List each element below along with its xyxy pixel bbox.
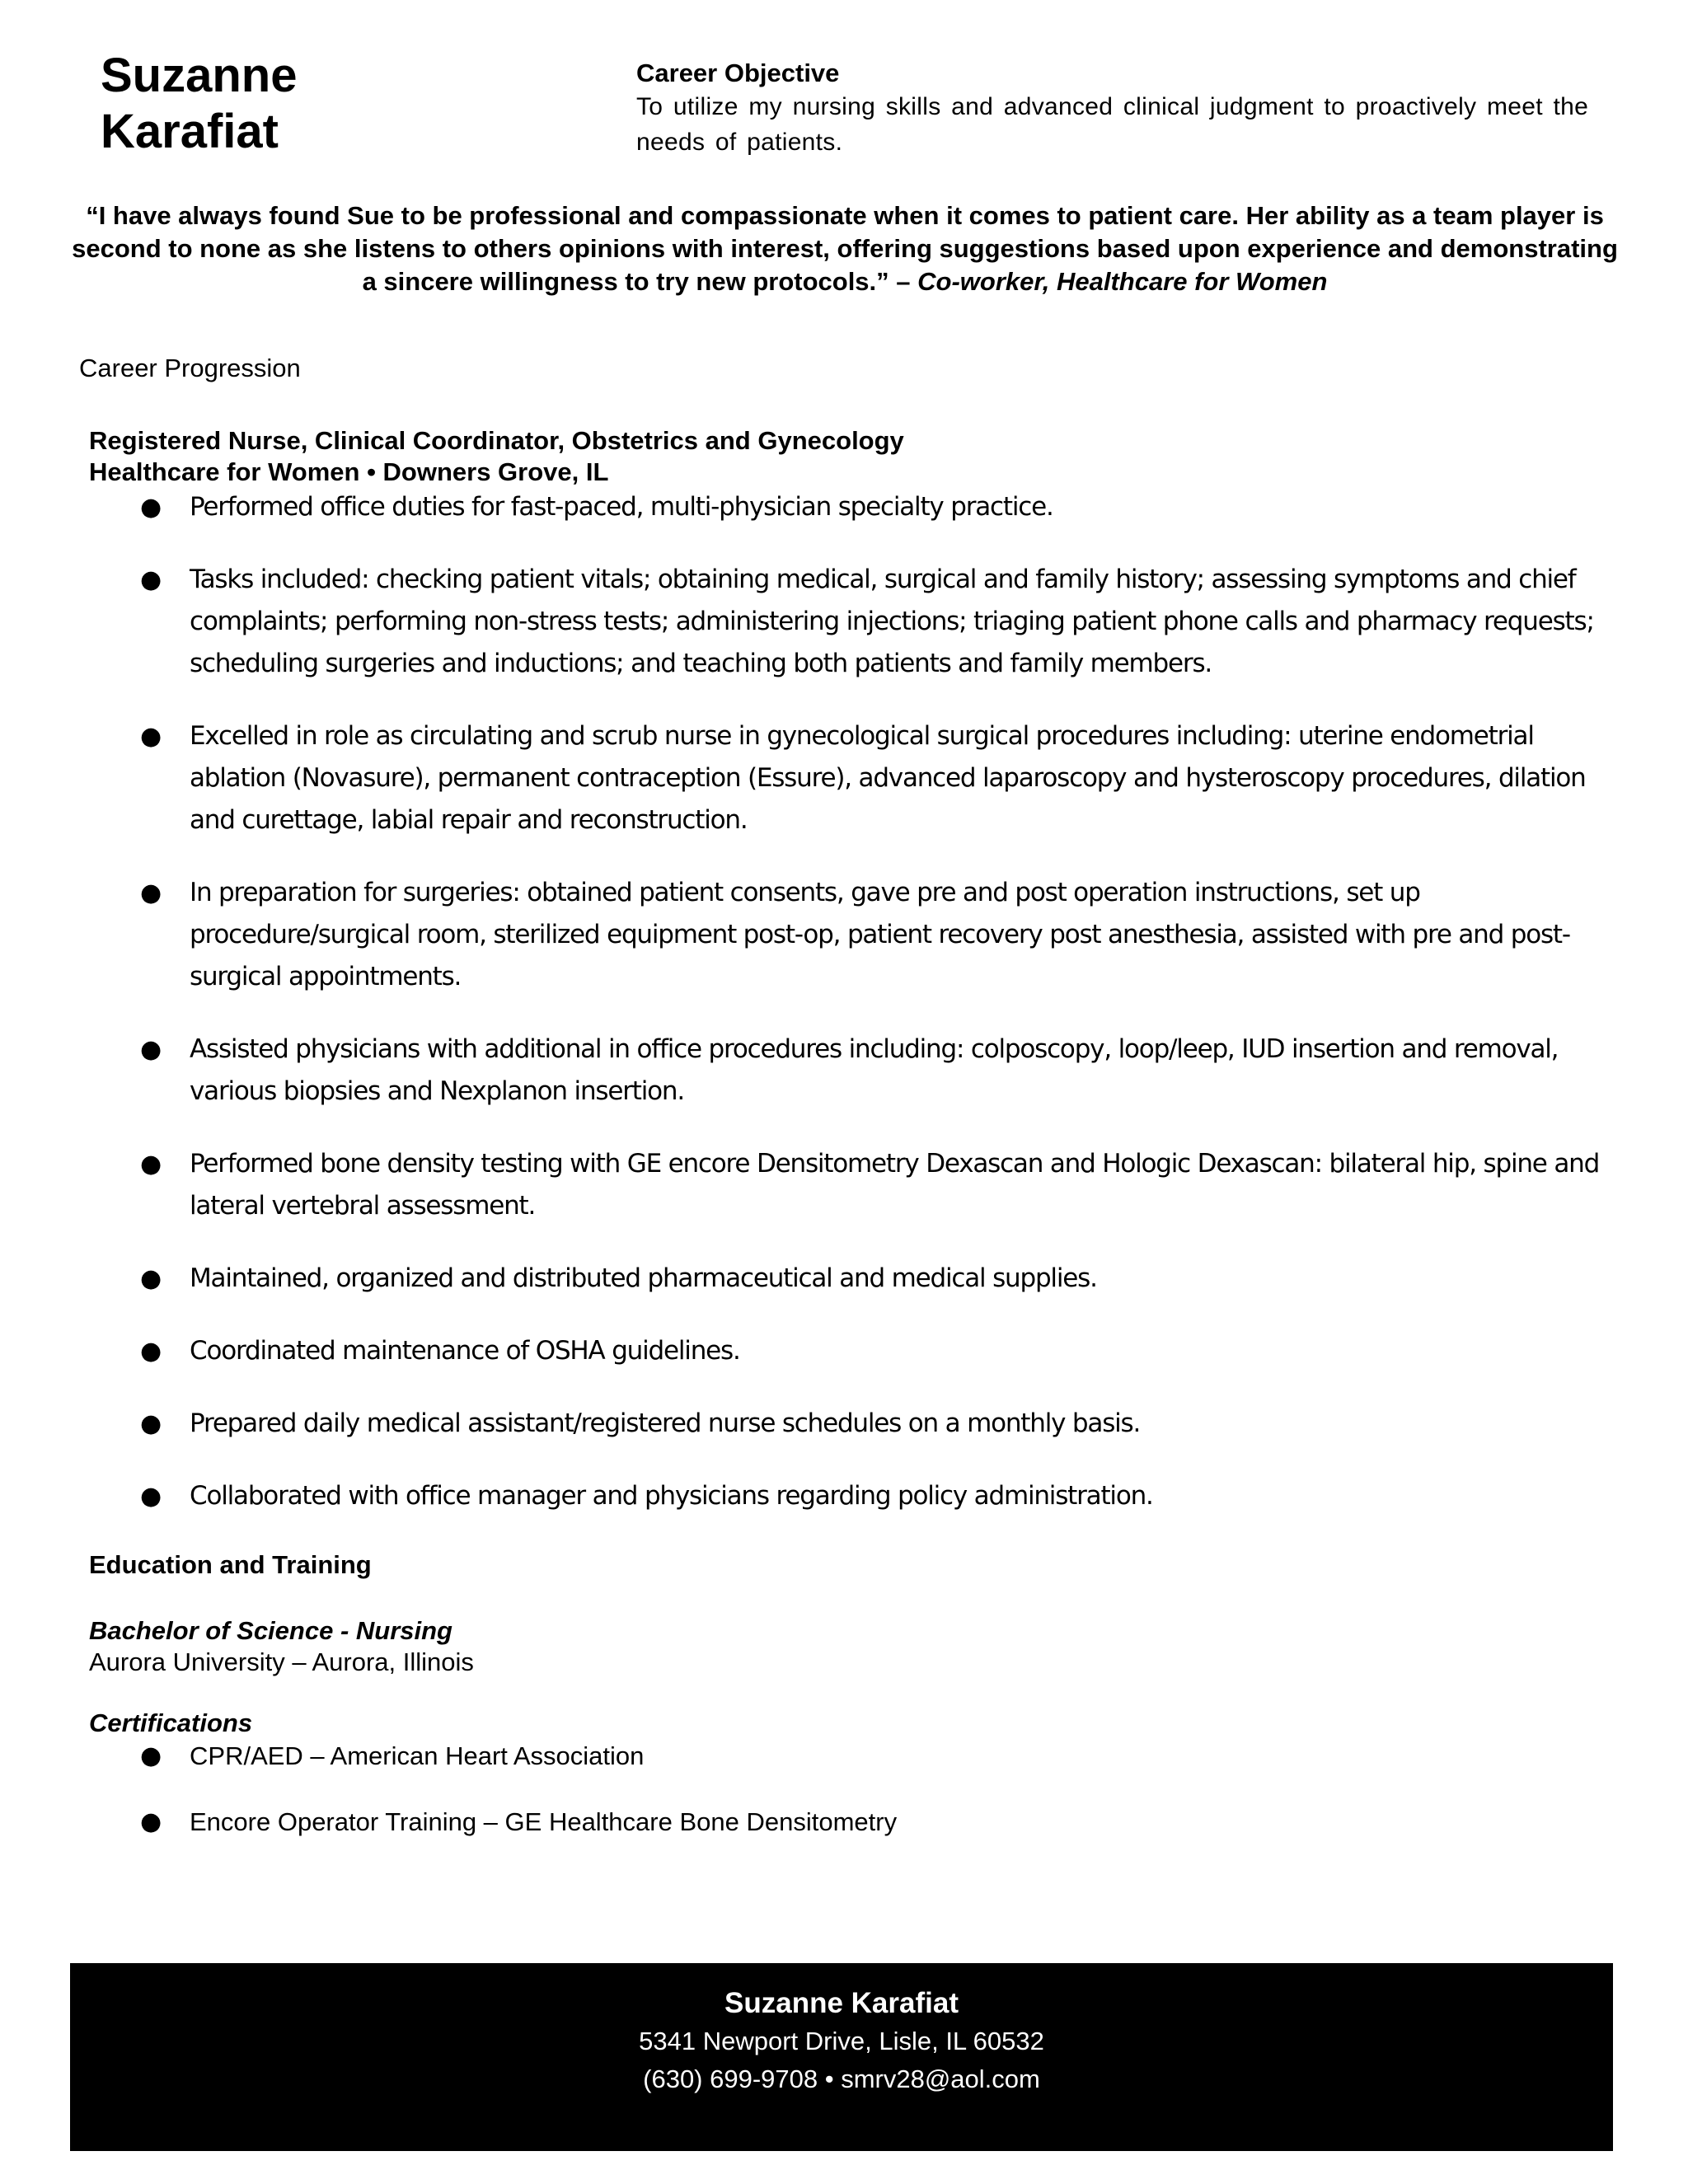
bullet-icon: ● <box>140 1035 161 1064</box>
footer-contact: (630) 699-9708 • smrv28@aol.com <box>643 2064 1040 2093</box>
quote-attribution: Co-worker, Healthcare for Women <box>917 267 1328 296</box>
list-item <box>89 1143 1622 1227</box>
list-item <box>89 1029 1622 1113</box>
bullet-icon: ● <box>140 1264 161 1293</box>
bullet-icon: ● <box>140 1482 161 1511</box>
duty-text: Tasks included: checking patient vitals; obtaining medical, surgical and family history; assessing symptoms and chief complaints; performing non-stress tests; administering injections; triaging patient phone calls and pharmacy requests; scheduling surgeries and inductions; and teaching both patients and family members. <box>190 565 1594 678</box>
certification-text: Encore Operator Training – GE Healthcare Bone Densitometry <box>190 1807 898 1836</box>
certification-text: CPR/AED – American Heart Association <box>190 1741 645 1770</box>
list-item <box>89 1330 1622 1372</box>
degree-title: Bachelor of Science - Nursing <box>89 1616 452 1645</box>
bullet-icon: ● <box>140 1409 161 1438</box>
job-header <box>89 425 1573 488</box>
list-item <box>89 1475 1622 1517</box>
duty-text: Performed office duties for fast-paced, multi-physician specialty practice. <box>190 492 1053 522</box>
duty-text: Maintained, organized and distributed pharmaceutical and medical supplies. <box>190 1263 1097 1293</box>
bullet-icon: ● <box>140 1337 161 1366</box>
duty-text: Assisted physicians with additional in office procedures including: colposcopy, loop/leep, IUD insertion and removal, various biopsies and Nexplanon insertion. <box>190 1034 1559 1106</box>
certifications-heading: Certifications <box>89 1708 253 1737</box>
duty-text: Prepared daily medical assistant/registered nurse schedules on a monthly basis. <box>190 1408 1141 1438</box>
footer-address: 5341 Newport Drive, Lisle, IL 60532 <box>639 2027 1044 2055</box>
job-title: Registered Nurse, Clinical Coordinator, Obstetrics and Gynecology <box>89 426 904 455</box>
school-name: Aurora University – Aurora, Illinois <box>89 1647 474 1676</box>
first-name: Suzanne <box>101 49 298 102</box>
bullet-icon: ● <box>140 722 161 751</box>
duty-text: In preparation for surgeries: obtained patient consents, gave pre and post operation instructions, set up procedure/surgical room, sterilized equipment post-op, patient recovery post anesthesia, assisted with pre and post-surgical appointments. <box>190 878 1570 991</box>
bullet-icon: ● <box>140 1807 162 1836</box>
duty-text: Coordinated maintenance of OSHA guidelines. <box>190 1336 740 1366</box>
employer: Healthcare for Women • Downers Grove, IL <box>89 457 609 486</box>
list-item <box>89 872 1622 998</box>
duty-text: Collaborated with office manager and physicians regarding policy administration. <box>190 1481 1153 1511</box>
list-item <box>89 1403 1622 1445</box>
objective-text: To utilize my nursing skills and advanced clinical judgment to proactively meet the needs of patients. <box>636 93 1589 156</box>
list-item <box>89 1807 1573 1838</box>
degree-block <box>89 1615 474 1678</box>
career-progression-heading: Career Progression <box>79 354 301 382</box>
list-item <box>89 486 1622 528</box>
certifications-list <box>89 1741 1573 1872</box>
testimonial-quote <box>66 199 1624 298</box>
bullet-icon: ● <box>140 1741 162 1770</box>
duty-text: Performed bone density testing with GE encore Densitometry Dexascan and Hologic Dexascan: bilateral hip, spine and lateral vertebral assessment. <box>190 1149 1600 1221</box>
footer-name: Suzanne Karafiat <box>724 1987 959 2019</box>
quote-text: “I have always found Sue to be professional and compassionate when it comes to patient care. Her ability as a team player is second to none as she listens to others opinions with interest, offering suggestions based upon experience and demonstrating a sincere willingness to try new protocols.” – <box>72 201 1618 296</box>
contact-footer <box>70 1963 1613 2151</box>
duties-list <box>89 486 1622 1548</box>
objective-heading: Career Objective <box>636 59 840 87</box>
bullet-icon: ● <box>140 1150 161 1179</box>
list-item <box>89 1741 1573 1772</box>
bullet-icon: ● <box>140 493 161 522</box>
career-objective <box>636 58 1609 160</box>
last-name: Karafiat <box>101 105 279 158</box>
bullet-icon: ● <box>140 879 161 907</box>
list-item <box>89 559 1622 685</box>
duty-text: Excelled in role as circulating and scrub nurse in gynecological surgical procedures including: uterine endometrial ablation (Novasure), permanent contraception (Essure), advanced laparoscopy and hysteroscopy procedures, dilation and curettage, labial repair and reconstruction. <box>190 721 1586 835</box>
candidate-name <box>101 48 562 160</box>
list-item <box>89 715 1622 841</box>
education-heading: Education and Training <box>89 1550 372 1579</box>
list-item <box>89 1258 1622 1300</box>
bullet-icon: ● <box>140 565 161 594</box>
